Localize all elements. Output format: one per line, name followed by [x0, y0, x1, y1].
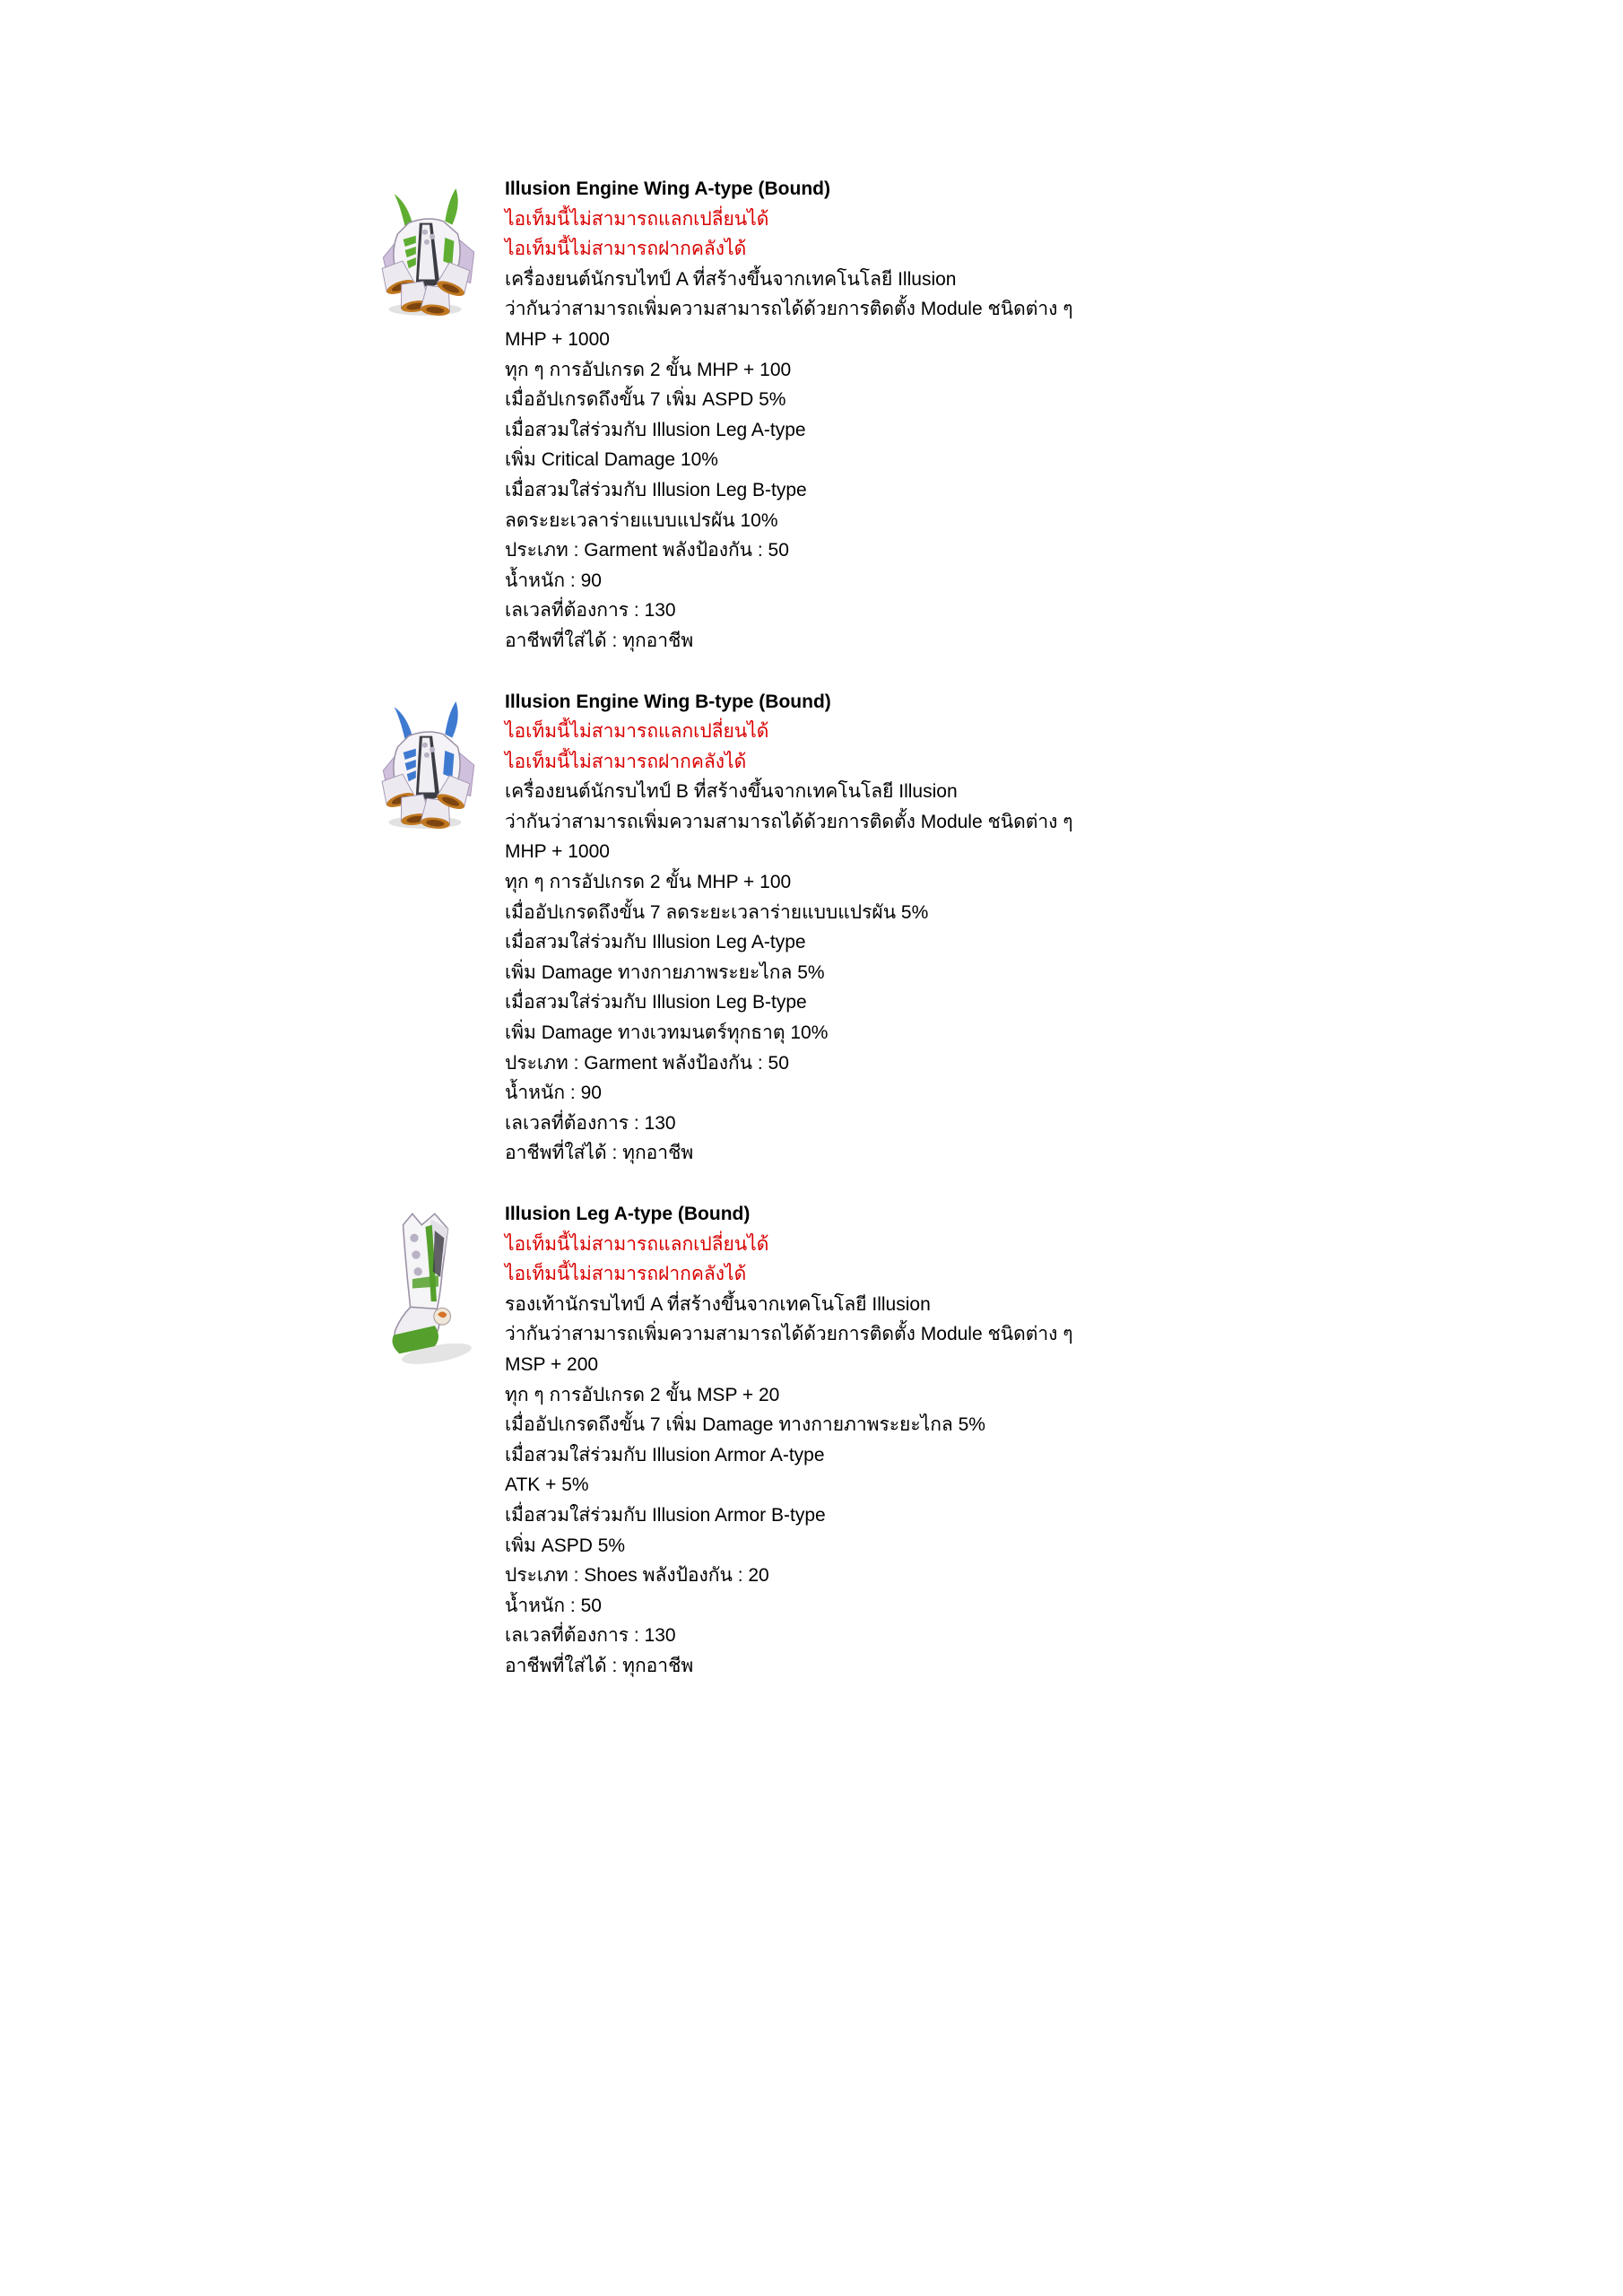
item-title: Illusion Engine Wing B-type (Bound): [505, 691, 831, 712]
item-description-line: MHP + 1000: [505, 328, 610, 350]
item-title: Illusion Leg A-type (Bound): [505, 1204, 751, 1224]
item-description-line: เพิ่ม Damage ทางเวทมนตร์ทุกธาตุ 10%: [505, 1022, 829, 1044]
item-restriction-text: ไอเท็มนี้ไม่สามารถแลกเปลี่ยนได้: [505, 721, 769, 743]
item-description-line: รองเท้านักรบไทป์ A ที่สร้างขึ้นจากเทคโนโลยี Illusion: [505, 1293, 931, 1315]
item-description-line: อาชีพที่ใส่ได้ : ทุกอาชีพ: [505, 1655, 694, 1676]
item-description-line: ว่ากันว่าสามารถเพิ่มความสามารถได้ด้วยการติดตั้ง Module ชนิดต่าง ๆ: [505, 299, 1073, 320]
boot-green-icon: [375, 1206, 478, 1370]
item-description-line: เมื่อสวมใส่ร่วมกับ Illusion Leg B-type: [505, 479, 807, 500]
item-description-line: เมื่อสวมใส่ร่วมกับ Illusion Armor B-type: [505, 1504, 826, 1526]
item-section: [348, 687, 1334, 1170]
item-description-line: ประเภท : Garment พลังป้องกัน : 50: [505, 1052, 789, 1074]
engine-wing-green-icon: [369, 181, 485, 317]
item-description-line: ว่ากันว่าสามารถเพิ่มความสามารถได้ด้วยการติดตั้ง Module ชนิดต่าง ๆ: [505, 811, 1073, 832]
item-restriction-text: ไอเท็มนี้ไม่สามารถฝากคลังได้: [505, 239, 747, 260]
item-description-line: ประเภท : Garment พลังป้องกัน : 50: [505, 540, 789, 561]
item-description-line: เพิ่ม Critical Damage 10%: [505, 449, 718, 471]
item-restriction-text: ไอเท็มนี้ไม่สามารถฝากคลังได้: [505, 751, 747, 772]
item-description-line: เมื่ออัปเกรดถึงขั้น 7 เพิ่ม ASPD 5%: [505, 389, 786, 411]
item-restriction-text: ไอเท็มนี้ไม่สามารถฝากคลังได้: [505, 1264, 747, 1285]
item-description-line: เมื่อสวมใส่ร่วมกับ Illusion Leg B-type: [505, 992, 807, 1013]
item-description-line: ว่ากันว่าสามารถเพิ่มความสามารถได้ด้วยการติดตั้ง Module ชนิดต่าง ๆ: [505, 1324, 1073, 1345]
item-description-line: ลดระยะเวลาร่ายแบบแปรผัน 10%: [505, 509, 778, 531]
item-description-line: เพิ่ม Damage ทางกายภาพระยะไกล 5%: [505, 961, 825, 983]
item-description-line: เมื่อสวมใส่ร่วมกับ Illusion Leg A-type: [505, 419, 806, 440]
item-icon-cell: [348, 687, 505, 831]
item-description-line: เลเวลที่ต้องการ : 130: [505, 1112, 676, 1134]
item-restriction-text: ไอเท็มนี้ไม่สามารถแลกเปลี่ยนได้: [505, 208, 769, 230]
item-description-line: เมื่อสวมใส่ร่วมกับ Illusion Armor A-type: [505, 1444, 825, 1465]
item-section: [348, 174, 1334, 657]
item-title: Illusion Engine Wing A-type (Bound): [505, 178, 830, 199]
item-description-line: เครื่องยนต์นักรบไทป์ B ที่สร้างขึ้นจากเทคโนโลยี Illusion: [505, 781, 958, 803]
item-description-line: เครื่องยนต์นักรบไทป์ A ที่สร้างขึ้นจากเทคโนโลยี Illusion: [505, 268, 957, 290]
item-description-line: เลเวลที่ต้องการ : 130: [505, 600, 676, 622]
item-restriction-text: ไอเท็มนี้ไม่สามารถแลกเปลี่ยนได้: [505, 1233, 769, 1255]
item-description-line: เมื่อสวมใส่ร่วมกับ Illusion Leg A-type: [505, 932, 806, 953]
item-description-line: ทุก ๆ การอัปเกรด 2 ขั้น MHP + 100: [505, 359, 792, 380]
item-description-line: เมื่ออัปเกรดถึงขั้น 7 เพิ่ม Damage ทางกายภาพระยะไกล 5%: [505, 1414, 985, 1436]
item-description-line: เลเวลที่ต้องการ : 130: [505, 1625, 676, 1647]
item-description-line: MHP + 1000: [505, 841, 610, 863]
item-description-line: น้ำหนัก : 50: [505, 1595, 602, 1616]
item-description-line: อาชีพที่ใส่ได้ : ทุกอาชีพ: [505, 630, 694, 651]
item-description-line: ทุก ๆ การอัปเกรด 2 ขั้น MSP + 20: [505, 1384, 780, 1405]
item-description-line: เมื่ออัปเกรดถึงขั้น 7 ลดระยะเวลาร่ายแบบแปรผัน 5%: [505, 901, 929, 923]
item-text-block: [505, 1199, 1334, 1682]
item-description-line: MSP + 200: [505, 1353, 599, 1375]
item-section: [348, 1199, 1334, 1682]
item-description-line: อาชีพที่ใส่ได้ : ทุกอาชีพ: [505, 1143, 694, 1164]
item-description-document: [348, 174, 1334, 1712]
item-text-block: [505, 174, 1334, 657]
item-text-block: [505, 687, 1334, 1170]
item-description-line: ATK + 5%: [505, 1474, 589, 1496]
item-icon-cell: [348, 1199, 505, 1370]
item-description-line: ประเภท : Shoes พลังป้องกัน : 20: [505, 1565, 769, 1587]
item-description-line: ทุก ๆ การอัปเกรด 2 ขั้น MHP + 100: [505, 872, 792, 893]
item-description-line: เพิ่ม ASPD 5%: [505, 1535, 626, 1556]
engine-wing-blue-icon: [369, 694, 485, 831]
item-icon-cell: [348, 174, 505, 317]
item-description-line: น้ำหนัก : 90: [505, 1083, 602, 1104]
item-description-line: น้ำหนัก : 90: [505, 570, 602, 591]
